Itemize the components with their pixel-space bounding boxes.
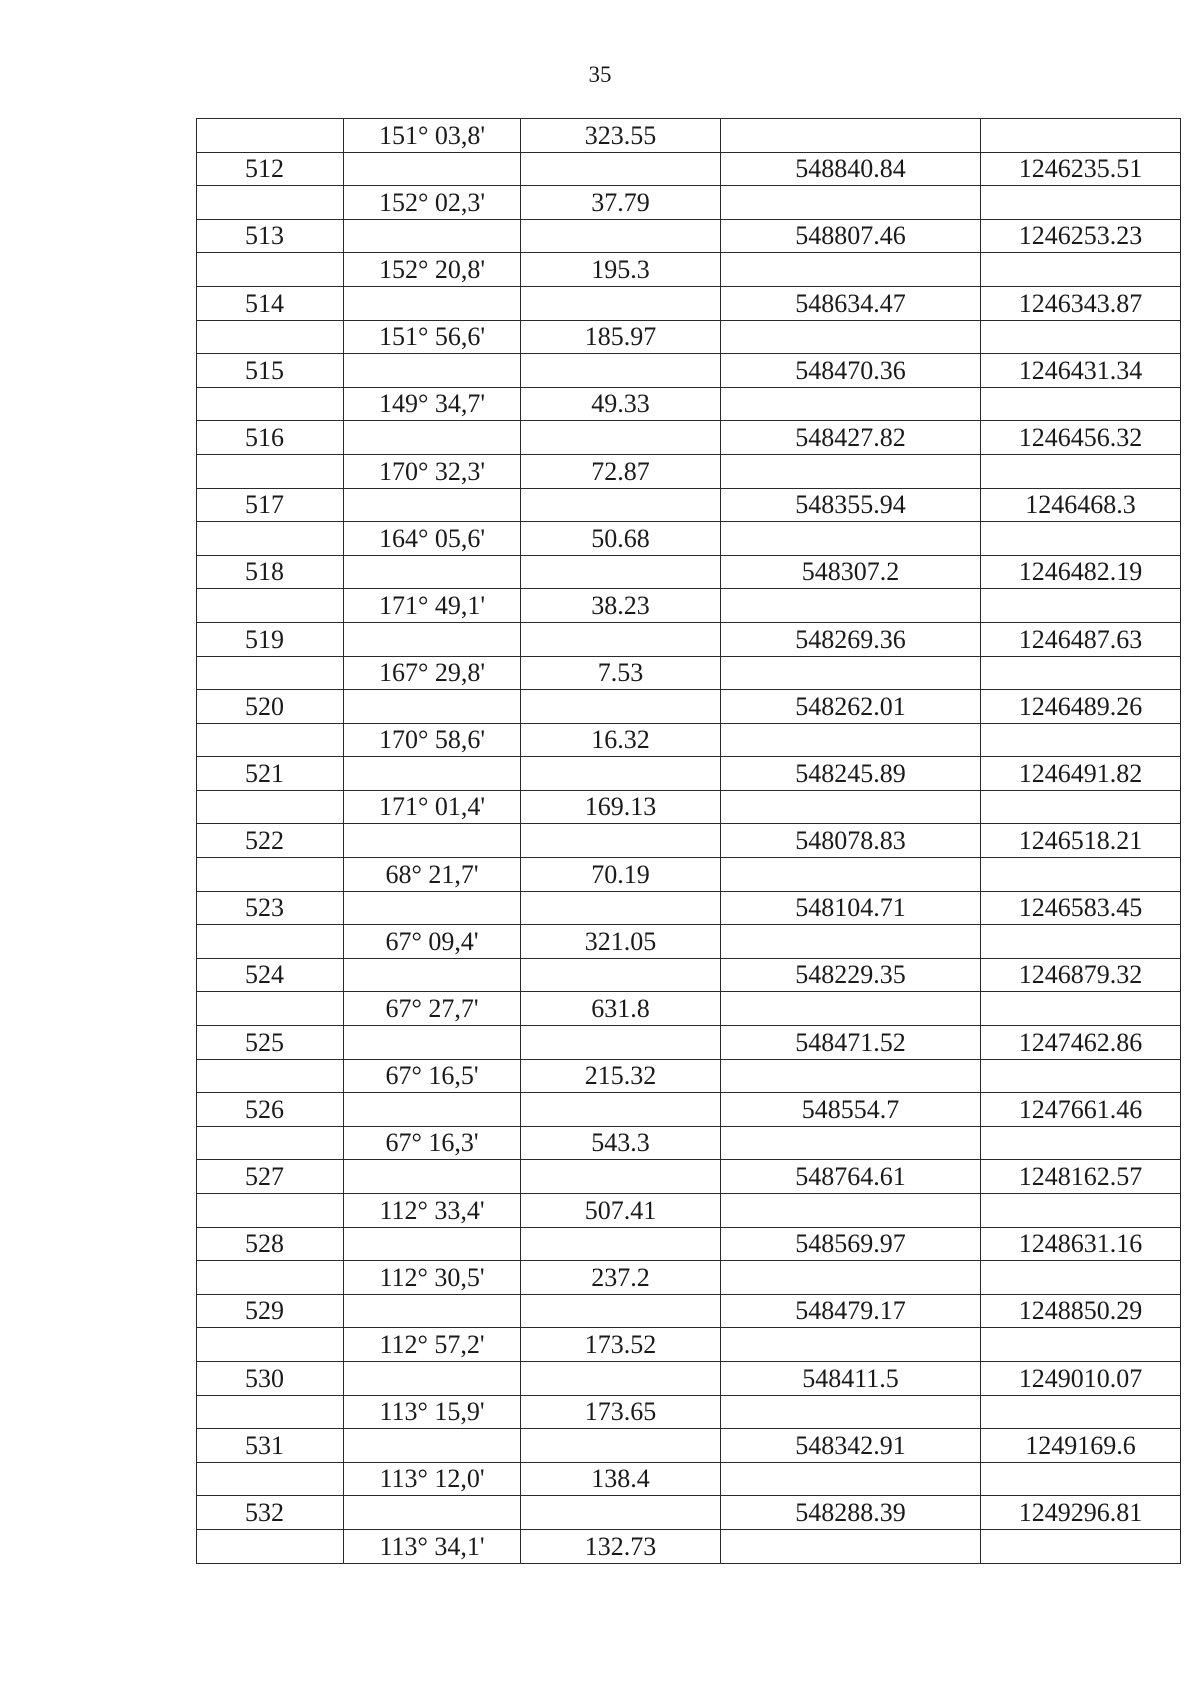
table-row-segment <box>197 858 1181 892</box>
point-number-cell: 516 <box>197 421 344 455</box>
direction-angle-cell: 151° 56,6' <box>344 320 521 354</box>
table-row-point <box>197 219 1181 253</box>
point-number-cell <box>197 790 344 824</box>
y-coordinate-cell: 1246253.23 <box>981 219 1181 253</box>
x-coordinate-cell: 548411.5 <box>721 1361 981 1395</box>
table-row-segment <box>197 522 1181 556</box>
x-coordinate-cell <box>721 925 981 959</box>
distance-cell: 50.68 <box>521 522 721 556</box>
point-number-cell <box>197 1328 344 1362</box>
direction-angle-cell: 113° 12,0' <box>344 1462 521 1496</box>
distance-cell <box>521 152 721 186</box>
distance-cell: 173.65 <box>521 1395 721 1429</box>
y-coordinate-cell <box>981 1126 1181 1160</box>
point-number-cell <box>197 723 344 757</box>
table-row-point <box>197 1026 1181 1060</box>
y-coordinate-cell: 1246431.34 <box>981 354 1181 388</box>
point-number-cell <box>197 186 344 220</box>
direction-angle-cell: 67° 09,4' <box>344 925 521 959</box>
table-row-point <box>197 1496 1181 1530</box>
x-coordinate-cell <box>721 1462 981 1496</box>
x-coordinate-cell <box>721 119 981 153</box>
y-coordinate-cell: 1246491.82 <box>981 757 1181 791</box>
distance-cell <box>521 958 721 992</box>
y-coordinate-cell: 1246487.63 <box>981 622 1181 656</box>
point-number-cell: 518 <box>197 555 344 589</box>
distance-cell: 215.32 <box>521 1059 721 1093</box>
direction-angle-cell <box>344 1294 521 1328</box>
x-coordinate-cell: 548355.94 <box>721 488 981 522</box>
y-coordinate-cell <box>981 1194 1181 1228</box>
y-coordinate-cell: 1247462.86 <box>981 1026 1181 1060</box>
distance-cell: 72.87 <box>521 454 721 488</box>
point-number-cell: 520 <box>197 690 344 724</box>
y-coordinate-cell <box>981 1529 1181 1563</box>
table-row-point <box>197 958 1181 992</box>
x-coordinate-cell <box>721 992 981 1026</box>
distance-cell <box>521 1026 721 1060</box>
distance-cell: 631.8 <box>521 992 721 1026</box>
distance-cell <box>521 757 721 791</box>
point-number-cell <box>197 1529 344 1563</box>
point-number-cell: 522 <box>197 824 344 858</box>
x-coordinate-cell <box>721 1395 981 1429</box>
point-number-cell <box>197 387 344 421</box>
table-row-point <box>197 690 1181 724</box>
direction-angle-cell: 112° 57,2' <box>344 1328 521 1362</box>
x-coordinate-cell: 548471.52 <box>721 1026 981 1060</box>
direction-angle-cell: 113° 34,1' <box>344 1529 521 1563</box>
direction-angle-cell: 167° 29,8' <box>344 656 521 690</box>
table-row-segment <box>197 119 1181 153</box>
direction-angle-cell <box>344 1093 521 1127</box>
direction-angle-cell <box>344 690 521 724</box>
distance-cell: 138.4 <box>521 1462 721 1496</box>
distance-cell <box>521 1227 721 1261</box>
distance-cell: 38.23 <box>521 589 721 623</box>
table-row-segment <box>197 387 1181 421</box>
point-number-cell: 524 <box>197 958 344 992</box>
direction-angle-cell <box>344 1361 521 1395</box>
y-coordinate-cell: 1249296.81 <box>981 1496 1181 1530</box>
y-coordinate-cell <box>981 1395 1181 1429</box>
point-number-cell: 531 <box>197 1429 344 1463</box>
y-coordinate-cell: 1247661.46 <box>981 1093 1181 1127</box>
direction-angle-cell <box>344 1227 521 1261</box>
table-row-point <box>197 824 1181 858</box>
y-coordinate-cell: 1246343.87 <box>981 286 1181 320</box>
direction-angle-cell <box>344 1160 521 1194</box>
direction-angle-cell: 112° 33,4' <box>344 1194 521 1228</box>
y-coordinate-cell <box>981 925 1181 959</box>
x-coordinate-cell <box>721 522 981 556</box>
y-coordinate-cell: 1246583.45 <box>981 891 1181 925</box>
direction-angle-cell <box>344 555 521 589</box>
point-number-cell: 529 <box>197 1294 344 1328</box>
x-coordinate-cell <box>721 858 981 892</box>
table-row-point <box>197 152 1181 186</box>
x-coordinate-cell: 548269.36 <box>721 622 981 656</box>
y-coordinate-cell <box>981 454 1181 488</box>
point-number-cell <box>197 1194 344 1228</box>
x-coordinate-cell: 548807.46 <box>721 219 981 253</box>
direction-angle-cell: 170° 58,6' <box>344 723 521 757</box>
x-coordinate-cell <box>721 320 981 354</box>
distance-cell <box>521 555 721 589</box>
y-coordinate-cell <box>981 656 1181 690</box>
table-row-segment <box>197 1395 1181 1429</box>
direction-angle-cell: 149° 34,7' <box>344 387 521 421</box>
x-coordinate-cell <box>721 723 981 757</box>
table-row-point <box>197 1361 1181 1395</box>
point-number-cell <box>197 522 344 556</box>
x-coordinate-cell <box>721 1261 981 1295</box>
point-number-cell: 530 <box>197 1361 344 1395</box>
direction-angle-cell <box>344 219 521 253</box>
distance-cell <box>521 1496 721 1530</box>
distance-cell: 70.19 <box>521 858 721 892</box>
distance-cell: 185.97 <box>521 320 721 354</box>
table-row-point <box>197 1093 1181 1127</box>
x-coordinate-cell: 548470.36 <box>721 354 981 388</box>
table-row-segment <box>197 790 1181 824</box>
direction-angle-cell: 170° 32,3' <box>344 454 521 488</box>
table-row-point <box>197 622 1181 656</box>
y-coordinate-cell <box>981 320 1181 354</box>
point-number-cell: 512 <box>197 152 344 186</box>
table-row-segment <box>197 1126 1181 1160</box>
point-number-cell: 525 <box>197 1026 344 1060</box>
distance-cell <box>521 354 721 388</box>
point-number-cell <box>197 925 344 959</box>
distance-cell <box>521 1294 721 1328</box>
table-row-segment <box>197 186 1181 220</box>
distance-cell: 16.32 <box>521 723 721 757</box>
table-row-point <box>197 555 1181 589</box>
direction-angle-cell <box>344 152 521 186</box>
table-row-point <box>197 1294 1181 1328</box>
distance-cell: 507.41 <box>521 1194 721 1228</box>
distance-cell <box>521 824 721 858</box>
point-number-cell <box>197 253 344 287</box>
y-coordinate-cell <box>981 992 1181 1026</box>
x-coordinate-cell <box>721 454 981 488</box>
x-coordinate-cell: 548342.91 <box>721 1429 981 1463</box>
direction-angle-cell <box>344 421 521 455</box>
distance-cell: 195.3 <box>521 253 721 287</box>
distance-cell <box>521 219 721 253</box>
y-coordinate-cell <box>981 1462 1181 1496</box>
distance-cell: 323.55 <box>521 119 721 153</box>
y-coordinate-cell: 1246235.51 <box>981 152 1181 186</box>
direction-angle-cell <box>344 1026 521 1060</box>
point-number-cell <box>197 1395 344 1429</box>
direction-angle-cell <box>344 824 521 858</box>
table-row-segment <box>197 589 1181 623</box>
direction-angle-cell <box>344 891 521 925</box>
point-number-cell <box>197 656 344 690</box>
x-coordinate-cell: 548307.2 <box>721 555 981 589</box>
direction-angle-cell <box>344 286 521 320</box>
coordinates-table-body <box>197 119 1181 1564</box>
table-row-segment <box>197 1261 1181 1295</box>
point-number-cell: 526 <box>197 1093 344 1127</box>
table-row-point <box>197 286 1181 320</box>
point-number-cell: 532 <box>197 1496 344 1530</box>
direction-angle-cell <box>344 958 521 992</box>
direction-angle-cell <box>344 622 521 656</box>
y-coordinate-cell: 1248631.16 <box>981 1227 1181 1261</box>
y-coordinate-cell <box>981 723 1181 757</box>
distance-cell <box>521 891 721 925</box>
table-row-segment <box>197 1462 1181 1496</box>
x-coordinate-cell <box>721 1529 981 1563</box>
y-coordinate-cell <box>981 1261 1181 1295</box>
distance-cell: 37.79 <box>521 186 721 220</box>
y-coordinate-cell: 1249010.07 <box>981 1361 1181 1395</box>
point-number-cell: 519 <box>197 622 344 656</box>
x-coordinate-cell: 548764.61 <box>721 1160 981 1194</box>
point-number-cell <box>197 1261 344 1295</box>
point-number-cell: 514 <box>197 286 344 320</box>
table-row-segment <box>197 1328 1181 1362</box>
direction-angle-cell: 113° 15,9' <box>344 1395 521 1429</box>
y-coordinate-cell <box>981 387 1181 421</box>
table-row-segment <box>197 454 1181 488</box>
x-coordinate-cell <box>721 656 981 690</box>
table-row-segment <box>197 723 1181 757</box>
point-number-cell <box>197 992 344 1026</box>
distance-cell: 169.13 <box>521 790 721 824</box>
y-coordinate-cell <box>981 589 1181 623</box>
x-coordinate-cell: 548634.47 <box>721 286 981 320</box>
direction-angle-cell: 112° 30,5' <box>344 1261 521 1295</box>
y-coordinate-cell: 1246468.3 <box>981 488 1181 522</box>
direction-angle-cell <box>344 488 521 522</box>
x-coordinate-cell <box>721 790 981 824</box>
table-row-segment <box>197 925 1181 959</box>
x-coordinate-cell <box>721 1328 981 1362</box>
x-coordinate-cell: 548104.71 <box>721 891 981 925</box>
point-number-cell <box>197 1462 344 1496</box>
distance-cell: 132.73 <box>521 1529 721 1563</box>
y-coordinate-cell <box>981 253 1181 287</box>
table-row-point <box>197 1227 1181 1261</box>
direction-angle-cell: 67° 27,7' <box>344 992 521 1026</box>
direction-angle-cell: 67° 16,3' <box>344 1126 521 1160</box>
direction-angle-cell <box>344 1496 521 1530</box>
x-coordinate-cell: 548427.82 <box>721 421 981 455</box>
direction-angle-cell: 151° 03,8' <box>344 119 521 153</box>
distance-cell: 321.05 <box>521 925 721 959</box>
distance-cell: 173.52 <box>521 1328 721 1362</box>
table-row-segment <box>197 253 1181 287</box>
x-coordinate-cell: 548078.83 <box>721 824 981 858</box>
x-coordinate-cell <box>721 253 981 287</box>
direction-angle-cell: 171° 01,4' <box>344 790 521 824</box>
direction-angle-cell: 171° 49,1' <box>344 589 521 623</box>
table-row-segment <box>197 656 1181 690</box>
y-coordinate-cell <box>981 119 1181 153</box>
y-coordinate-cell: 1248850.29 <box>981 1294 1181 1328</box>
table-row-segment <box>197 1059 1181 1093</box>
point-number-cell <box>197 858 344 892</box>
x-coordinate-cell: 548229.35 <box>721 958 981 992</box>
table-row-point <box>197 757 1181 791</box>
y-coordinate-cell: 1249169.6 <box>981 1429 1181 1463</box>
x-coordinate-cell <box>721 1194 981 1228</box>
x-coordinate-cell: 548262.01 <box>721 690 981 724</box>
y-coordinate-cell <box>981 1059 1181 1093</box>
point-number-cell: 527 <box>197 1160 344 1194</box>
y-coordinate-cell: 1246456.32 <box>981 421 1181 455</box>
distance-cell <box>521 622 721 656</box>
table-row-segment <box>197 1194 1181 1228</box>
direction-angle-cell: 67° 16,5' <box>344 1059 521 1093</box>
direction-angle-cell: 68° 21,7' <box>344 858 521 892</box>
y-coordinate-cell: 1246518.21 <box>981 824 1181 858</box>
table-row-segment <box>197 1529 1181 1563</box>
y-coordinate-cell: 1246489.26 <box>981 690 1181 724</box>
direction-angle-cell: 164° 05,6' <box>344 522 521 556</box>
x-coordinate-cell <box>721 387 981 421</box>
x-coordinate-cell: 548245.89 <box>721 757 981 791</box>
coordinates-table <box>196 118 1181 1564</box>
table-row-point <box>197 1160 1181 1194</box>
y-coordinate-cell <box>981 522 1181 556</box>
distance-cell <box>521 421 721 455</box>
x-coordinate-cell: 548288.39 <box>721 1496 981 1530</box>
table-row-point <box>197 354 1181 388</box>
table-row-point <box>197 421 1181 455</box>
point-number-cell: 515 <box>197 354 344 388</box>
x-coordinate-cell <box>721 1059 981 1093</box>
distance-cell: 543.3 <box>521 1126 721 1160</box>
distance-cell <box>521 1429 721 1463</box>
point-number-cell: 517 <box>197 488 344 522</box>
x-coordinate-cell <box>721 589 981 623</box>
direction-angle-cell <box>344 354 521 388</box>
distance-cell <box>521 1160 721 1194</box>
table-row-point <box>197 891 1181 925</box>
x-coordinate-cell: 548479.17 <box>721 1294 981 1328</box>
x-coordinate-cell <box>721 186 981 220</box>
table-row-segment <box>197 992 1181 1026</box>
distance-cell <box>521 488 721 522</box>
distance-cell <box>521 1093 721 1127</box>
table-row-point <box>197 488 1181 522</box>
y-coordinate-cell <box>981 186 1181 220</box>
y-coordinate-cell: 1246482.19 <box>981 555 1181 589</box>
point-number-cell: 521 <box>197 757 344 791</box>
x-coordinate-cell: 548554.7 <box>721 1093 981 1127</box>
distance-cell <box>521 1361 721 1395</box>
y-coordinate-cell <box>981 790 1181 824</box>
y-coordinate-cell <box>981 858 1181 892</box>
x-coordinate-cell: 548840.84 <box>721 152 981 186</box>
x-coordinate-cell <box>721 1126 981 1160</box>
point-number-cell <box>197 589 344 623</box>
direction-angle-cell: 152° 02,3' <box>344 186 521 220</box>
y-coordinate-cell <box>981 1328 1181 1362</box>
point-number-cell: 528 <box>197 1227 344 1261</box>
distance-cell <box>521 286 721 320</box>
point-number-cell <box>197 320 344 354</box>
table-row-segment <box>197 320 1181 354</box>
distance-cell: 237.2 <box>521 1261 721 1295</box>
distance-cell: 7.53 <box>521 656 721 690</box>
page-number: 35 <box>588 62 612 87</box>
point-number-cell <box>197 1126 344 1160</box>
point-number-cell <box>197 1059 344 1093</box>
point-number-cell <box>197 119 344 153</box>
direction-angle-cell <box>344 757 521 791</box>
direction-angle-cell: 152° 20,8' <box>344 253 521 287</box>
point-number-cell: 513 <box>197 219 344 253</box>
table-row-point <box>197 1429 1181 1463</box>
y-coordinate-cell: 1246879.32 <box>981 958 1181 992</box>
direction-angle-cell <box>344 1429 521 1463</box>
point-number-cell <box>197 454 344 488</box>
distance-cell: 49.33 <box>521 387 721 421</box>
point-number-cell: 523 <box>197 891 344 925</box>
distance-cell <box>521 690 721 724</box>
x-coordinate-cell: 548569.97 <box>721 1227 981 1261</box>
y-coordinate-cell: 1248162.57 <box>981 1160 1181 1194</box>
